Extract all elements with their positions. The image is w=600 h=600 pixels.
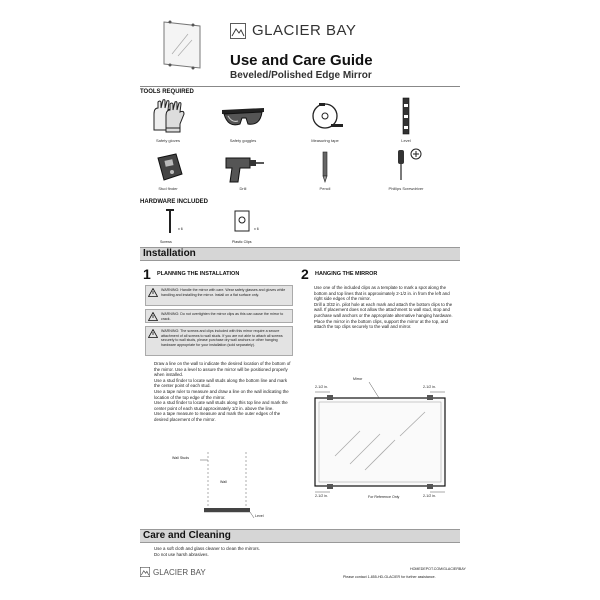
step-1-title: PLANNING THE INSTALLATION [157, 271, 240, 277]
tool-pencil: Pencil [290, 150, 360, 191]
page-title: Use and Care Guide [230, 52, 373, 69]
clip-icon [232, 207, 252, 235]
mirror-product-illustration [160, 18, 204, 72]
footer-url: HOMEDEPOT.COM/GLACIERBAY [410, 567, 466, 571]
care-section-bar [140, 529, 460, 543]
warning-icon [148, 312, 158, 321]
step-2-instructions: Use one of the included clips as a template to mark a spot along the bottom and top lines that is approximately 2-1/2 in. in from the left and right side edges of the mirror. Drill a 3/32 in. pilot hole at each mark and attach the bottom clips to the wall. If placement does not allow the attachment to wall stud, stop and purchase wall anchors or the appropriate alternative hanging hardware. Place the mirror in the bottom clips, support the mirror at the top, and attach the top clips securely to the wall and mirror. [314, 285, 453, 330]
mirror-hanging-diagram: Mirror 2-1/2 in. 2-1/2 in. 2-1/2 in. 2-1/2 in. [305, 376, 455, 501]
stud-finder-icon [148, 150, 188, 184]
brand-name: GLACIER BAY [252, 22, 357, 39]
warning-box-clips: WARNING: Do not overtighten the mirror clips as this can cause the mirror to crack. [145, 309, 293, 323]
gloves-icon [148, 96, 188, 136]
tool-phillips-screwdriver: Phillips Screwdriver [371, 144, 441, 191]
tool-measuring-tape: Measuring tape [290, 96, 360, 143]
warning-icon [148, 329, 158, 338]
hardware-plastic-clips: x 6 Plastic Clips [232, 207, 272, 244]
mirror-label: Mirror [353, 377, 363, 381]
drill-icon [220, 150, 266, 184]
reference-note: For Reference Only [368, 495, 400, 499]
header-divider [140, 86, 460, 87]
footer-brand: GLACIER BAY [153, 567, 206, 577]
pencil-icon [315, 150, 335, 184]
warning-icon [148, 288, 158, 297]
wall-studs-diagram: Wall Studs Wall Level [172, 456, 264, 518]
step-2-number: 2 [301, 266, 309, 282]
hardware-heading: HARDWARE INCLUDED [140, 199, 208, 205]
step-2-title: HANGING THE MIRROR [315, 271, 378, 277]
installation-heading: Installation [143, 248, 196, 259]
tool-safety-gloves: Safety gloves [133, 96, 203, 143]
step-1-instructions: Draw a line on the wall to indicate the desired location of the bottom of the mirror. Use a level to assure the mirror will be positioned properly when installed. Use a stud finder to locate wall studs along the bottom line and mark the center point of each stud. Use a tape ruler to measure and draw a line on the wall indicating the location of the top edge of the mirror. Use a stud finder to locate wall studs along this top line and mark the center point of each stud approximately 1/2 in. above the line. Use a tape measure to measure and mark the outer edges of the desired placement of the mirror. [154, 361, 291, 422]
hardware-screws: x 6 Screws [160, 207, 190, 244]
level-icon [396, 96, 416, 136]
tool-safety-goggles: Safety goggles [208, 96, 278, 143]
warning-box-handling: WARNING: Handle the mirror with care. Wear safety glasses and gloves while handling and installing the mirror. Install on a flat surface only. [145, 285, 293, 306]
page-subtitle: Beveled/Polished Edge Mirror [230, 70, 372, 81]
footer-contact: Please contact 1-855-HD-GLACIER for further assistance. [343, 575, 436, 579]
tools-heading: TOOLS REQUIRED [140, 89, 194, 95]
tool-level: Level [371, 96, 441, 143]
footer-logo [140, 567, 206, 577]
goggles-icon [218, 96, 268, 136]
tool-drill: Drill [208, 150, 278, 191]
care-heading: Care and Cleaning [143, 530, 231, 541]
mountain-logo-icon [230, 23, 246, 39]
brand-logo [230, 22, 356, 39]
installation-section-bar [140, 247, 460, 261]
screwdriver-icon [386, 144, 426, 184]
screw-icon [160, 207, 180, 235]
warning-box-screws: WARNING: The screws and clips included with this mirror require a secure attachment of all screws to wall studs. If you are not able to attach all screws securely to wall studs, please purchase dry wall anchors or other hanging hardware appropriate for your installation (sold separately). [145, 326, 293, 356]
measuring-tape-icon [305, 96, 345, 136]
step-1-number: 1 [143, 266, 151, 282]
tool-stud-finder: Stud finder [133, 150, 203, 191]
care-instructions: Use a soft cloth and glass cleaner to clean the mirrors. Do not use harsh abrasives. [154, 546, 260, 557]
mountain-logo-icon [140, 567, 150, 577]
